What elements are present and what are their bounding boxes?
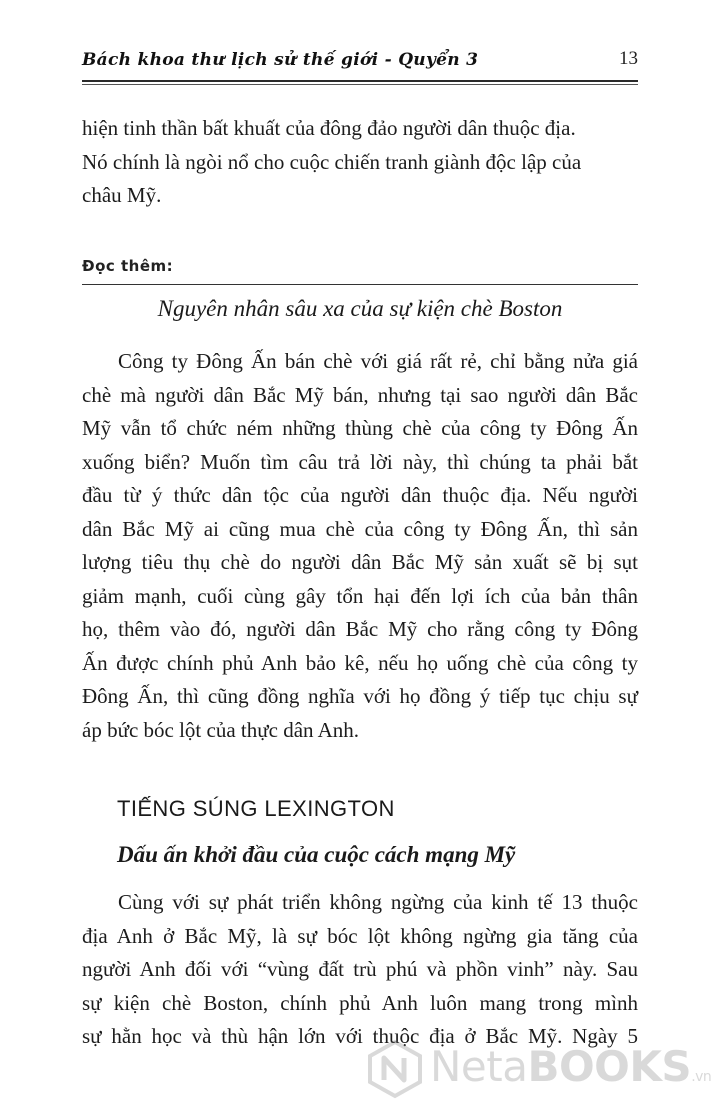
text-line: Mỹ vẫn tổ chức ném những thùng chè của công ty Đông Ấn bbox=[82, 416, 638, 440]
text-line: chè mà người dân Bắc Mỹ bán, nhưng tại sao người dân Bắc bbox=[82, 382, 638, 407]
text-line: giảm mạnh, cuối cùng gây tổn hại đến lợi ích của bản thân bbox=[82, 583, 638, 608]
section-heading: TIẾNG SÚNG LEXINGTON bbox=[117, 796, 395, 821]
watermark-suffix: .vn bbox=[691, 1069, 711, 1085]
text-line: lượng tiêu thụ chè do người dân Bắc Mỹ sản xuất sẽ bị sụt bbox=[82, 550, 638, 574]
text-line: Ấn được chính phủ Anh bảo kê, nếu họ uống chè của công ty bbox=[82, 650, 638, 675]
watermark-brand-light: Neta bbox=[430, 1042, 528, 1091]
running-header bbox=[82, 46, 638, 76]
text-line: địa Anh ở Bắc Mỹ, là sự bóc lột không ngừng gia tăng của bbox=[82, 923, 638, 948]
watermark bbox=[366, 1036, 711, 1106]
section-paragraph bbox=[82, 886, 638, 1054]
intro-paragraph bbox=[82, 112, 638, 213]
section-subtitle: Dấu ấn khởi đầu của cuộc cách mạng Mỹ bbox=[117, 842, 516, 867]
watermark-brand-bold: BOOKS bbox=[527, 1042, 692, 1091]
further-reading-rule bbox=[82, 284, 638, 285]
text-line: xuống biển? Muốn tìm câu trả lời này, thì chúng ta phải bắt bbox=[82, 449, 638, 474]
further-reading-label: Đọc thêm: bbox=[82, 257, 174, 275]
page-number: 13 bbox=[619, 48, 638, 69]
text-line: người Anh đối với “vùng đất trù phú và phồn vinh” này. Sau bbox=[82, 957, 638, 981]
netabooks-logo-icon bbox=[366, 1040, 424, 1098]
running-title: Bách khoa thư lịch sử thế giới - Quyển 3 bbox=[82, 50, 479, 70]
text-line: Đông Ấn, thì cũng đồng nghĩa với họ đồng ý tiếp tục chịu sự bbox=[82, 684, 638, 708]
text-line: dân Bắc Mỹ ai cũng mua chè của công ty Đông Ấn, thì sản bbox=[82, 516, 638, 541]
further-reading-title: Nguyên nhân sâu xa của sự kiện chè Boston bbox=[157, 296, 563, 321]
text-line: áp bức bóc lột của thực dân Anh. bbox=[82, 717, 360, 742]
header-rule-thin bbox=[82, 84, 638, 85]
text-line: châu Mỹ. bbox=[82, 183, 162, 207]
text-line: sự kiện chè Boston, chính phủ Anh luôn mang trong mình bbox=[82, 990, 638, 1015]
further-reading-paragraph bbox=[82, 345, 638, 747]
text-line: họ, thêm vào đó, người dân Bắc Mỹ cho rằng công ty Đông bbox=[82, 617, 638, 641]
text-line: Nó chính là ngòi nổ cho cuộc chiến tranh giành độc lập của bbox=[82, 149, 582, 174]
text-line: Cùng với sự phát triển không ngừng của kinh tế 13 thuộc bbox=[118, 890, 638, 914]
text-line: Công ty Đông Ấn bán chè với giá rất rẻ, chỉ bằng nửa giá bbox=[118, 349, 638, 373]
text-line: đầu từ ý thức dân tộc của người dân thuộc địa. Nếu người bbox=[82, 483, 638, 507]
watermark-brand bbox=[430, 1042, 711, 1091]
text-line: hiện tinh thần bất khuất của đông đảo người dân thuộc địa. bbox=[82, 116, 576, 140]
text-line: sự hằn học và thù hận lớn với thuộc địa ở Bắc Mỹ. Ngày 5 bbox=[82, 1024, 638, 1048]
header-rule bbox=[82, 80, 638, 82]
